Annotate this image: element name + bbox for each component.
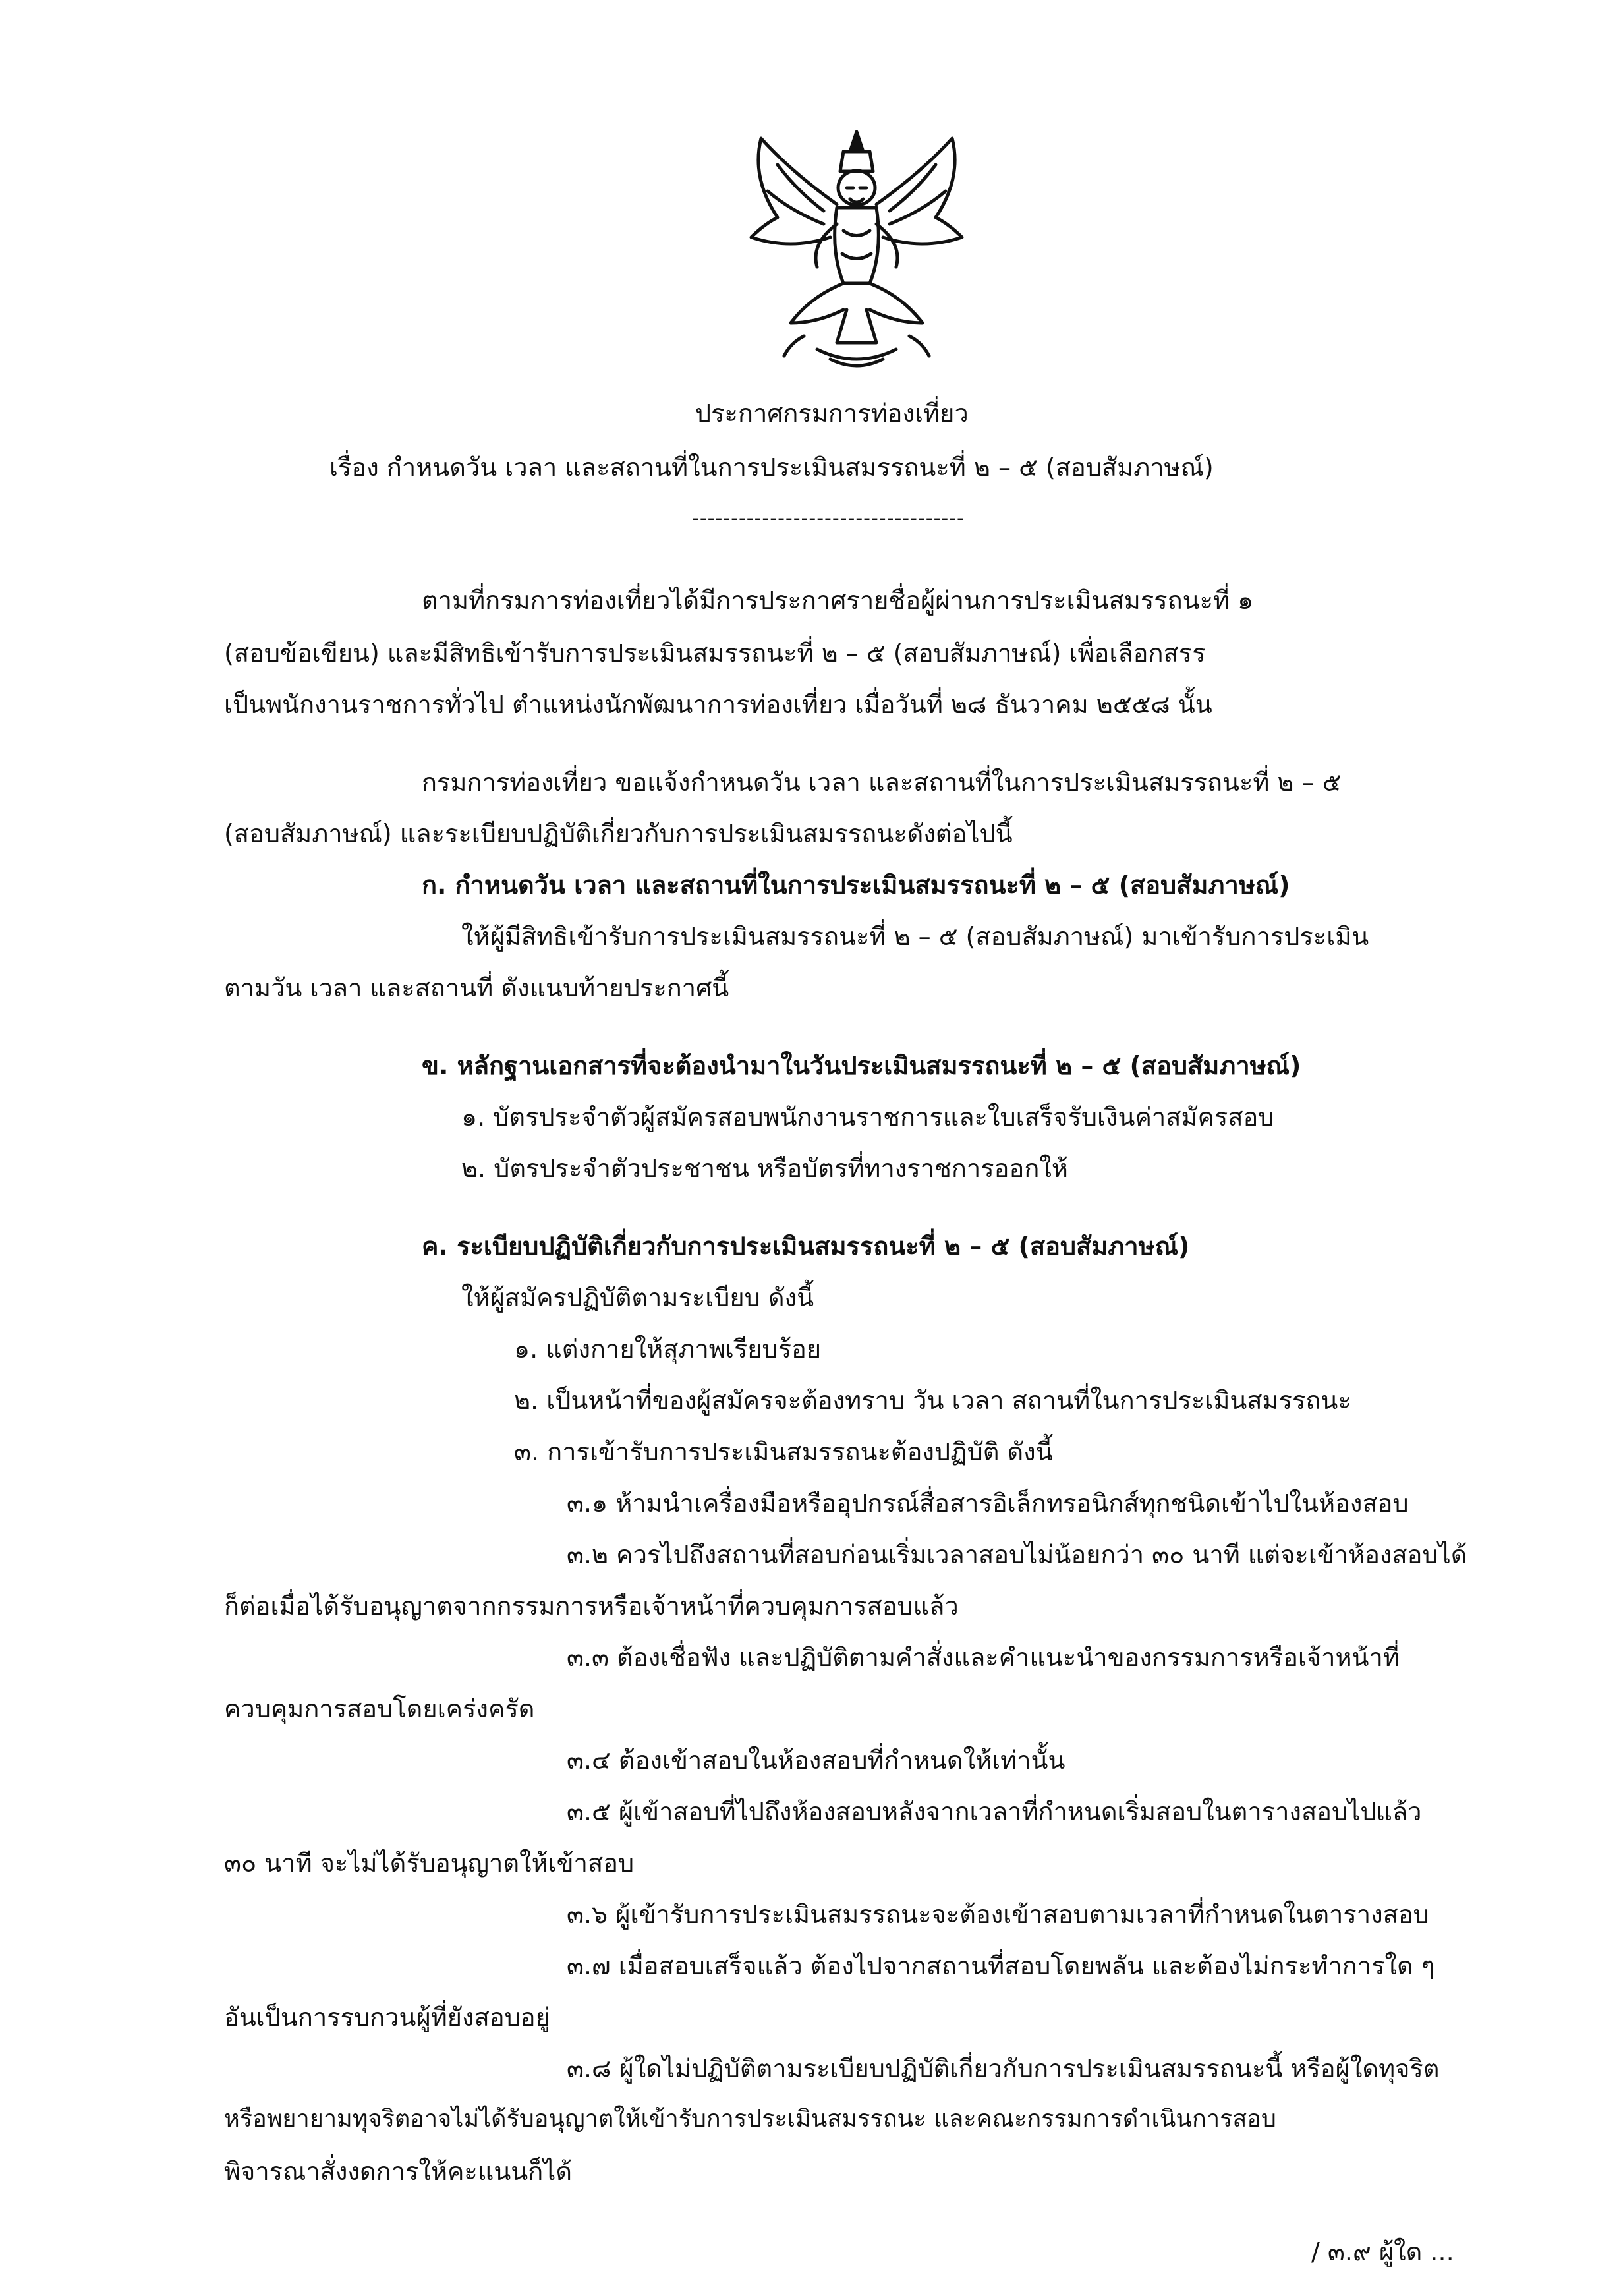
- intro-line-2: (สอบข้อเขียน) และมีสิทธิเข้ารับการประเมินสมรรถนะที่ ๒ – ๕ (สอบสัมภาษณ์) เพื่อเลือกสรร: [224, 639, 1206, 668]
- section-b-item-2: ๒. บัตรประจำตัวประชาชน หรือบัตรที่ทางราชการออกให้: [461, 1154, 1068, 1183]
- rule-3-5-line-2: ๓๐ นาที จะไม่ได้รับอนุญาตให้เข้าสอบ: [224, 1849, 635, 1878]
- rule-3-7-line-2: อันเป็นการรบกวนผู้ที่ยังสอบอยู่: [224, 2003, 550, 2032]
- section-c-item-3: ๓. การเข้ารับการประเมินสมรรถนะต้องปฏิบัติ ดังนี้: [514, 1437, 1053, 1466]
- rule-3-5-line-1: ๓.๕ ผู้เข้าสอบที่ไปถึงห้องสอบหลังจากเวลาที่กำหนดเริ่มสอบในตารางสอบไปแล้ว: [567, 1797, 1422, 1826]
- rule-3-1: ๓.๑ ห้ามนำเครื่องมือหรืออุปกรณ์สื่อสารอิเล็กทรอนิกส์ทุกชนิดเข้าไปในห้องสอบ: [567, 1489, 1409, 1518]
- section-a-line-1: ให้ผู้มีสิทธิเข้ารับการประเมินสมรรถนะที่ ๒ – ๕ (สอบสัมภาษณ์) มาเข้ารับการประเมิน: [461, 922, 1369, 951]
- rule-3-6: ๓.๖ ผู้เข้ารับการประเมินสมรรถนะจะต้องเข้าสอบตามเวลาที่กำหนดในตารางสอบ: [567, 1900, 1429, 1929]
- intro-line-1: ตามที่กรมการท่องเที่ยวได้มีการประกาศรายชื่อผู้ผ่านการประเมินสมรรถนะที่ ๑: [422, 586, 1254, 615]
- rule-3-8-line-1: ๓.๘ ผู้ใดไม่ปฏิบัติตามระเบียบปฏิบัติเกี่ยวกับการประเมินสมรรถนะนี้ หรือผู้ใดทุจริต: [567, 2054, 1440, 2083]
- notice-line-1: กรมการท่องเที่ยว ขอแจ้งกำหนดวัน เวลา และสถานที่ในการประเมินสมรรถนะที่ ๒ – ๕: [422, 768, 1342, 797]
- section-a-heading: ก. กำหนดวัน เวลา และสถานที่ในการประเมินสมรรถนะที่ ๒ – ๕ (สอบสัมภาษณ์): [422, 871, 1290, 900]
- rule-3-4: ๓.๔ ต้องเข้าสอบในห้องสอบที่กำหนดให้เท่านั้น: [567, 1746, 1065, 1775]
- rule-3-7-line-1: ๓.๗ เมื่อสอบเสร็จแล้ว ต้องไปจากสถานที่สอบโดยพลัน และต้องไม่กระทำการใด ๆ: [567, 1951, 1435, 1980]
- section-c-intro: ให้ผู้สมัครปฏิบัติตามระเบียบ ดังนี้: [461, 1283, 814, 1312]
- rule-3-2-line-2: ก็ต่อเมื่อได้รับอนุญาตจากกรรมการหรือเจ้าหน้าที่ควบคุมการสอบแล้ว: [224, 1592, 959, 1621]
- section-a-line-2: ตามวัน เวลา และสถานที่ ดังแนบท้ายประกาศนี้: [224, 973, 729, 1002]
- section-b-item-1: ๑. บัตรประจำตัวผู้สมัครสอบพนักงานราชการและใบเสร็จรับเงินค่าสมัครสอบ: [461, 1103, 1274, 1132]
- document-subject: เรื่อง กำหนดวัน เวลา และสถานที่ในการประเมินสมรรถนะที่ ๒ – ๕ (สอบสัมภาษณ์): [329, 453, 1214, 482]
- title-divider: -----------------------------------: [692, 507, 965, 530]
- notice-line-2: (สอบสัมภาษณ์) และระเบียบปฏิบัติเกี่ยวกับการประเมินสมรรถนะดังต่อไปนี้: [224, 819, 1013, 848]
- rule-3-3-line-1: ๓.๓ ต้องเชื่อฟัง และปฏิบัติตามคำสั่งและคำแนะนำของกรรมการหรือเจ้าหน้าที่: [567, 1643, 1400, 1672]
- garuda-emblem-icon: [738, 125, 975, 376]
- section-c-heading: ค. ระเบียบปฏิบัติเกี่ยวกับการประเมินสมรรถนะที่ ๒ – ๕ (สอบสัมภาษณ์): [422, 1232, 1190, 1261]
- continued-marker: / ๓.๙ ผู้ใด ...: [1311, 2237, 1454, 2266]
- section-c-item-2: ๒. เป็นหน้าที่ของผู้สมัครจะต้องทราบ วัน เวลา สถานที่ในการประเมินสมรรถนะ: [514, 1386, 1351, 1415]
- intro-line-3: เป็นพนักงานราชการทั่วไป ตำแหน่งนักพัฒนาการท่องเที่ยว เมื่อวันที่ ๒๘ ธันวาคม ๒๕๕๘ นั้น: [224, 690, 1212, 719]
- rule-3-8-line-3: พิจารณาสั่งงดการให้คะแนนก็ได้: [224, 2157, 573, 2186]
- rule-3-3-line-2: ควบคุมการสอบโดยเคร่งครัด: [224, 1694, 535, 1723]
- section-c-item-1: ๑. แต่งกายให้สุภาพเรียบร้อย: [514, 1335, 822, 1363]
- rule-3-2-line-1: ๓.๒ ควรไปถึงสถานที่สอบก่อนเริ่มเวลาสอบไม่น้อยกว่า ๓๐ นาที แต่จะเข้าห้องสอบได้: [567, 1540, 1467, 1569]
- section-b-heading: ข. หลักฐานเอกสารที่จะต้องนำมาในวันประเมินสมรรถนะที่ ๒ – ๕ (สอบสัมภาษณ์): [422, 1051, 1301, 1080]
- rule-3-8-line-2: หรือพยายามทุจริตอาจไม่ได้รับอนุญาตให้เข้ารับการประเมินสมรรถนะ และคณะกรรมการดำเนินการสอบ: [224, 2106, 1276, 2133]
- document-title: ประกาศกรมการท่องเที่ยว: [695, 399, 969, 428]
